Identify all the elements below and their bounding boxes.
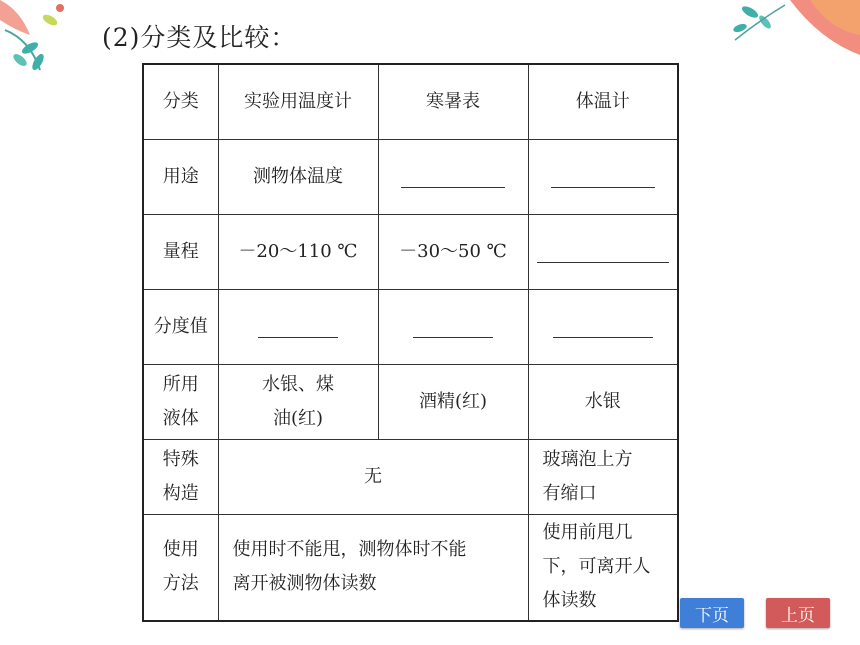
cell-range-clinical bbox=[528, 214, 678, 289]
answer-blank bbox=[401, 165, 505, 188]
cell-division-wall bbox=[378, 289, 528, 364]
row-label-structure: 特殊 构造 bbox=[143, 439, 218, 514]
row-label-method: 使用 方法 bbox=[143, 514, 218, 621]
table-header-row bbox=[143, 64, 678, 139]
answer-blank bbox=[553, 315, 653, 338]
cell-use-lab: 测物体温度 bbox=[218, 139, 378, 214]
header-lab-thermometer: 实验用温度计 bbox=[218, 64, 378, 139]
floral-decoration-top-right bbox=[730, 0, 860, 80]
row-label-division: 分度值 bbox=[143, 289, 218, 364]
answer-blank bbox=[258, 315, 338, 338]
table-row-division bbox=[143, 289, 678, 364]
cell-liquid-clinical: 水银 bbox=[528, 364, 678, 439]
cell-method-clinical: 使用前甩几 下，可离开人 体读数 bbox=[528, 514, 678, 621]
row-label-use: 用途 bbox=[143, 139, 218, 214]
cell-range-lab: －20～110 ℃ bbox=[218, 214, 378, 289]
cell-method-merged: 使用时不能甩，测物体时不能 离开被测物体读数 bbox=[218, 514, 528, 621]
cell-use-wall bbox=[378, 139, 528, 214]
cell-division-clinical bbox=[528, 289, 678, 364]
cell-structure-merged: 无 bbox=[218, 439, 528, 514]
row-label-liquid: 所用 液体 bbox=[143, 364, 218, 439]
cell-liquid-wall: 酒精(红) bbox=[378, 364, 528, 439]
answer-blank bbox=[537, 240, 669, 263]
comparison-table bbox=[142, 63, 679, 622]
previous-page-button[interactable]: 上页 bbox=[766, 598, 830, 628]
header-category: 分类 bbox=[143, 64, 218, 139]
table-row-liquid bbox=[143, 364, 678, 439]
cell-use-clinical bbox=[528, 139, 678, 214]
header-clinical-thermometer: 体温计 bbox=[528, 64, 678, 139]
floral-decoration-top-left bbox=[0, 0, 90, 90]
answer-blank bbox=[551, 165, 655, 188]
table-row-method bbox=[143, 514, 678, 621]
header-wall-thermometer: 寒暑表 bbox=[378, 64, 528, 139]
section-title: (2)分类及比较： bbox=[102, 23, 297, 52]
cell-division-lab bbox=[218, 289, 378, 364]
row-label-range: 量程 bbox=[143, 214, 218, 289]
table-row-structure bbox=[143, 439, 678, 514]
cell-structure-clinical: 玻璃泡上方 有缩口 bbox=[528, 439, 678, 514]
answer-blank bbox=[413, 315, 493, 338]
cell-range-wall: －30～50 ℃ bbox=[378, 214, 528, 289]
cell-liquid-lab: 水银、煤 油(红) bbox=[218, 364, 378, 439]
table-row-use bbox=[143, 139, 678, 214]
next-page-button[interactable]: 下页 bbox=[680, 598, 744, 628]
table-row-range bbox=[143, 214, 678, 289]
